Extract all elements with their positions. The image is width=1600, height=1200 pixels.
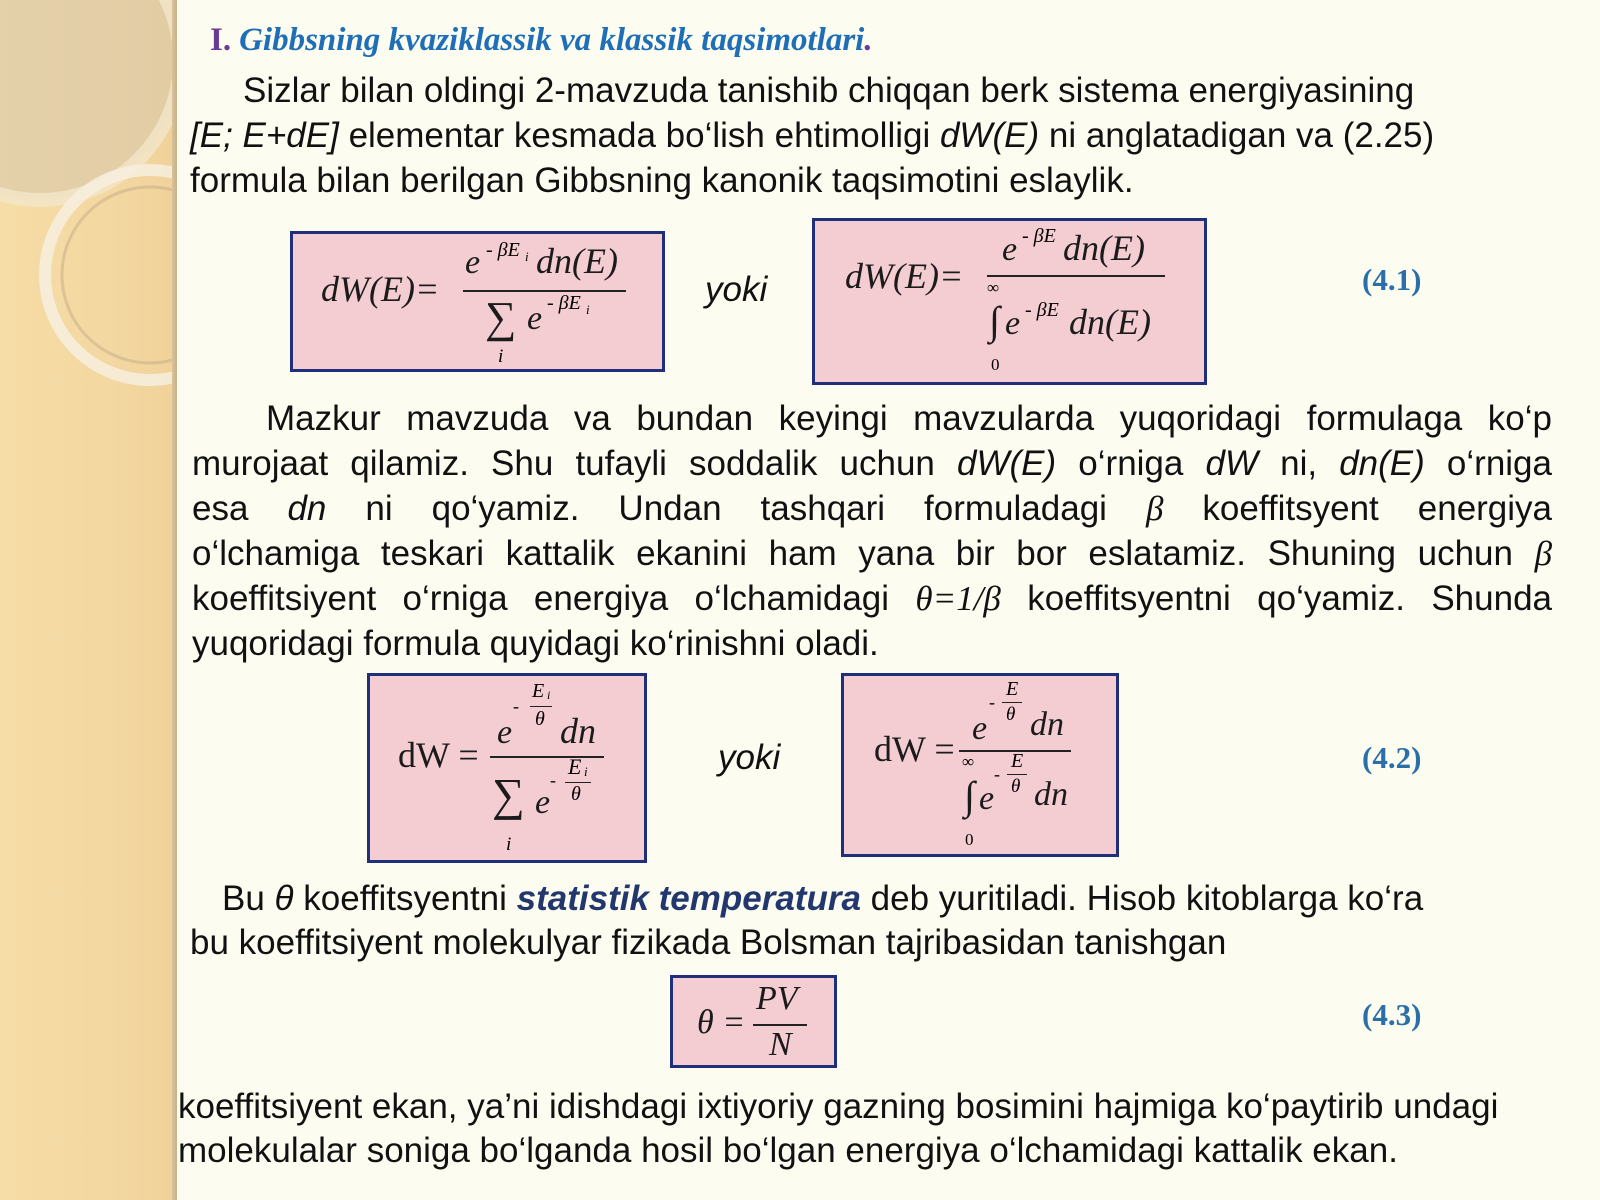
para1-line2 (190, 113, 1434, 158)
eq2-rhs-den-rest: dn (1034, 776, 1068, 813)
para2-text: o‘rniga (1056, 444, 1206, 483)
eq2-num-exp-bar (530, 706, 552, 707)
formula-box-4-1-integral (812, 218, 1207, 385)
para2-line4 (192, 531, 1552, 576)
heading-text: Gibbsning kvaziklassik va klassik taqsimotlari (239, 22, 865, 58)
equation-number-4-1: (4.1) (1362, 262, 1422, 297)
eq2-num-frac-top-sub: i (547, 688, 551, 702)
eq2-den-e: e (535, 784, 551, 821)
para3-text: deb yuritiladi. Hisob kitoblarga ko‘ra (860, 879, 1424, 918)
eq2-rhs-num-frac-top: E (1006, 678, 1019, 700)
eq1-rhs-num-e: e (1002, 231, 1018, 268)
interval-term: [E; E+dE] (190, 116, 339, 155)
eq1-rhs-fraction-bar (987, 275, 1165, 277)
term-theta-def: θ=1/β (915, 579, 1001, 618)
equation-number-4-3: (4.3) (1362, 997, 1422, 1032)
eq2-rhs-num-rest: dn (1030, 706, 1064, 743)
eq1-num-rest: dn(E) (536, 241, 618, 281)
equation-number-4-2: (4.2) (1362, 740, 1422, 775)
eq2-rhs-num-e: e (972, 710, 988, 747)
para2-line5 (192, 576, 1552, 621)
para1-line1: Sizlar bilan oldingi 2-mavzuda tanishib chiqqan berk sistema energiyasining (243, 71, 1415, 110)
eq1-rhs-num-exp: - βE (1022, 225, 1056, 247)
para3-line2: bu koeffitsiyent molekulyar fizikada Bolsman tajribasidan tanishgan (190, 923, 1227, 962)
eq2-lhs: dW = (398, 735, 479, 775)
eq3-lhs: θ = (697, 1004, 746, 1041)
eq1-num-e: e (465, 244, 481, 281)
eq2-den-frac-top-sub: i (584, 764, 588, 779)
para2-line2 (192, 441, 1552, 486)
para2-text: o‘rniga (1424, 444, 1552, 483)
eq2-num-frac-top: E (532, 680, 545, 702)
eq1-rhs-num-rest: dn(E) (1063, 228, 1145, 268)
term-beta: β (1145, 489, 1164, 528)
eq2-rhs-num-exp-bar (1002, 702, 1022, 703)
decorative-sidebar (0, 0, 177, 1200)
eq1-num-exp: - βE (486, 239, 520, 261)
eq2-rhs-den-minus: - (994, 764, 1000, 784)
decorative-rings-graphic (0, 0, 177, 1200)
eq1-yoki-text: yoki (705, 270, 768, 309)
term-dWE: dW(E) (957, 444, 1057, 483)
para2-text: esa (192, 489, 288, 528)
eq2-rhs-den-frac-top: E (1011, 750, 1024, 772)
eq2-sum-sign: ∑ (492, 769, 525, 820)
eq1-integral-sign: ∫ (989, 298, 1000, 343)
para1-text-a: elementar kesmada bo‘lish ehtimolligi (338, 116, 940, 155)
para2-line3 (192, 486, 1552, 531)
eq2-fraction-bar (490, 756, 604, 758)
formula-box-4-1-sum (290, 231, 665, 372)
eq1-sum-sign: ∑ (485, 293, 517, 342)
eq2-den-minus: - (550, 770, 556, 790)
eq1-lhs: dW(E)= (321, 269, 440, 309)
eq1-den-exp: - βE (547, 292, 581, 314)
eq2-integral-sign: ∫ (964, 773, 975, 818)
eq1-integral-upper: ∞ (987, 278, 1000, 297)
eq2-rhs-num-minus: - (989, 692, 995, 712)
para2 (192, 396, 1552, 666)
formula-box-4-3 (670, 975, 837, 1068)
para2-text: koeffitsyent energiya (1163, 489, 1553, 528)
eq2-rhs-den-e: e (979, 780, 995, 817)
para3-text: koeffitsyentni (293, 879, 517, 918)
term-statistical-temperature: statistik temperatura (516, 879, 861, 918)
dW-term: dW(E) (939, 116, 1040, 155)
eq3-denominator: N (769, 1026, 792, 1063)
para4-line1: koeffitsiyent ekan, ya’ni idishdagi ixtiyoriy gazning bosimini hajmiga ko‘paytirib undagi (178, 1087, 1499, 1126)
eq2-integral-upper: ∞ (962, 752, 975, 771)
section-heading (210, 22, 873, 59)
term-dnE: dn(E) (1339, 444, 1425, 483)
para2-line1: Mazkur mavzuda va bundan keyingi mavzularda yuqoridagi formulaga ko‘p (266, 399, 1552, 438)
eq1-integral-lower: 0 (991, 355, 1000, 374)
eq2-integral-lower: 0 (965, 830, 974, 849)
para2-text: koeffitsyentni qo‘yamiz. Shunda (1000, 579, 1552, 618)
para2-text: murojaat qilamiz. Shu tufayli soddalik uchun (192, 444, 958, 483)
eq1-rhs-den-exp: - βE (1025, 299, 1059, 321)
formula-box-4-2-integral (841, 673, 1119, 857)
para4-line2: molekulalar soniga bo‘lganda hosil bo‘lgan energiya o‘lchamidagi kattalik ekan. (178, 1131, 1398, 1170)
para2-text: o‘lchamiga teskari kattalik ekanini ham yana bir bor eslatamiz. Shuning uchun (192, 534, 1535, 573)
eq1-rhs-den-e: e (1005, 305, 1021, 342)
term-dn: dn (287, 489, 327, 528)
eq1-den-e: e (527, 300, 543, 337)
para1-line3: formula bilan berilgan Gibbsning kanonik taqsimotini eslaylik. (190, 161, 1134, 200)
eq2-den-frac-top: E (568, 754, 582, 779)
term-dW: dW (1205, 444, 1258, 483)
para1-text-b: ni anglatadigan va (2.25) (1039, 116, 1435, 155)
heading-number: I. (210, 22, 232, 58)
formula-box-4-2-sum (367, 673, 647, 863)
para2-text: ni, (1257, 444, 1340, 483)
eq1-den-exp-sub: i (586, 302, 590, 317)
eq2-num-rest: dn (560, 711, 596, 751)
eq1-rhs-lhs: dW(E)= (845, 256, 964, 296)
heading-dot: . (864, 22, 873, 58)
para3-line1 (222, 876, 1423, 921)
eq1-sum-index: i (498, 346, 504, 367)
eq1-num-exp-sub: i (525, 249, 529, 264)
para2-line6: yuqoridagi formula quyidagi ko‘rinishni oladi. (192, 624, 879, 663)
eq2-num-minus: - (513, 696, 519, 716)
para2-text: koeffitsiyent o‘rniga energiya o‘lchamidagi (192, 579, 916, 618)
eq2-num-frac-bot: θ (535, 708, 545, 730)
eq2-rhs-den-frac-bot: θ (1011, 776, 1021, 797)
para2-text: ni qo‘yamiz. Undan tashqari formuladagi (326, 489, 1146, 528)
term-theta: θ (274, 879, 294, 918)
eq1-rhs-den-rest: dn(E) (1069, 302, 1151, 342)
eq2-num-e: e (497, 714, 513, 751)
eq2-sum-index: i (506, 834, 512, 855)
eq2-den-frac-bot: θ (571, 783, 581, 805)
eq2-yoki-text: yoki (718, 738, 781, 777)
eq3-numerator: PV (756, 980, 798, 1017)
para3-text: Bu (222, 879, 275, 918)
sidebar-edge (172, 0, 177, 1200)
term-beta: β (1534, 534, 1552, 573)
eq2-rhs-lhs: dW = (874, 729, 955, 769)
eq2-rhs-den-exp-bar (1007, 774, 1027, 775)
eq2-rhs-num-frac-bot: θ (1006, 704, 1016, 725)
